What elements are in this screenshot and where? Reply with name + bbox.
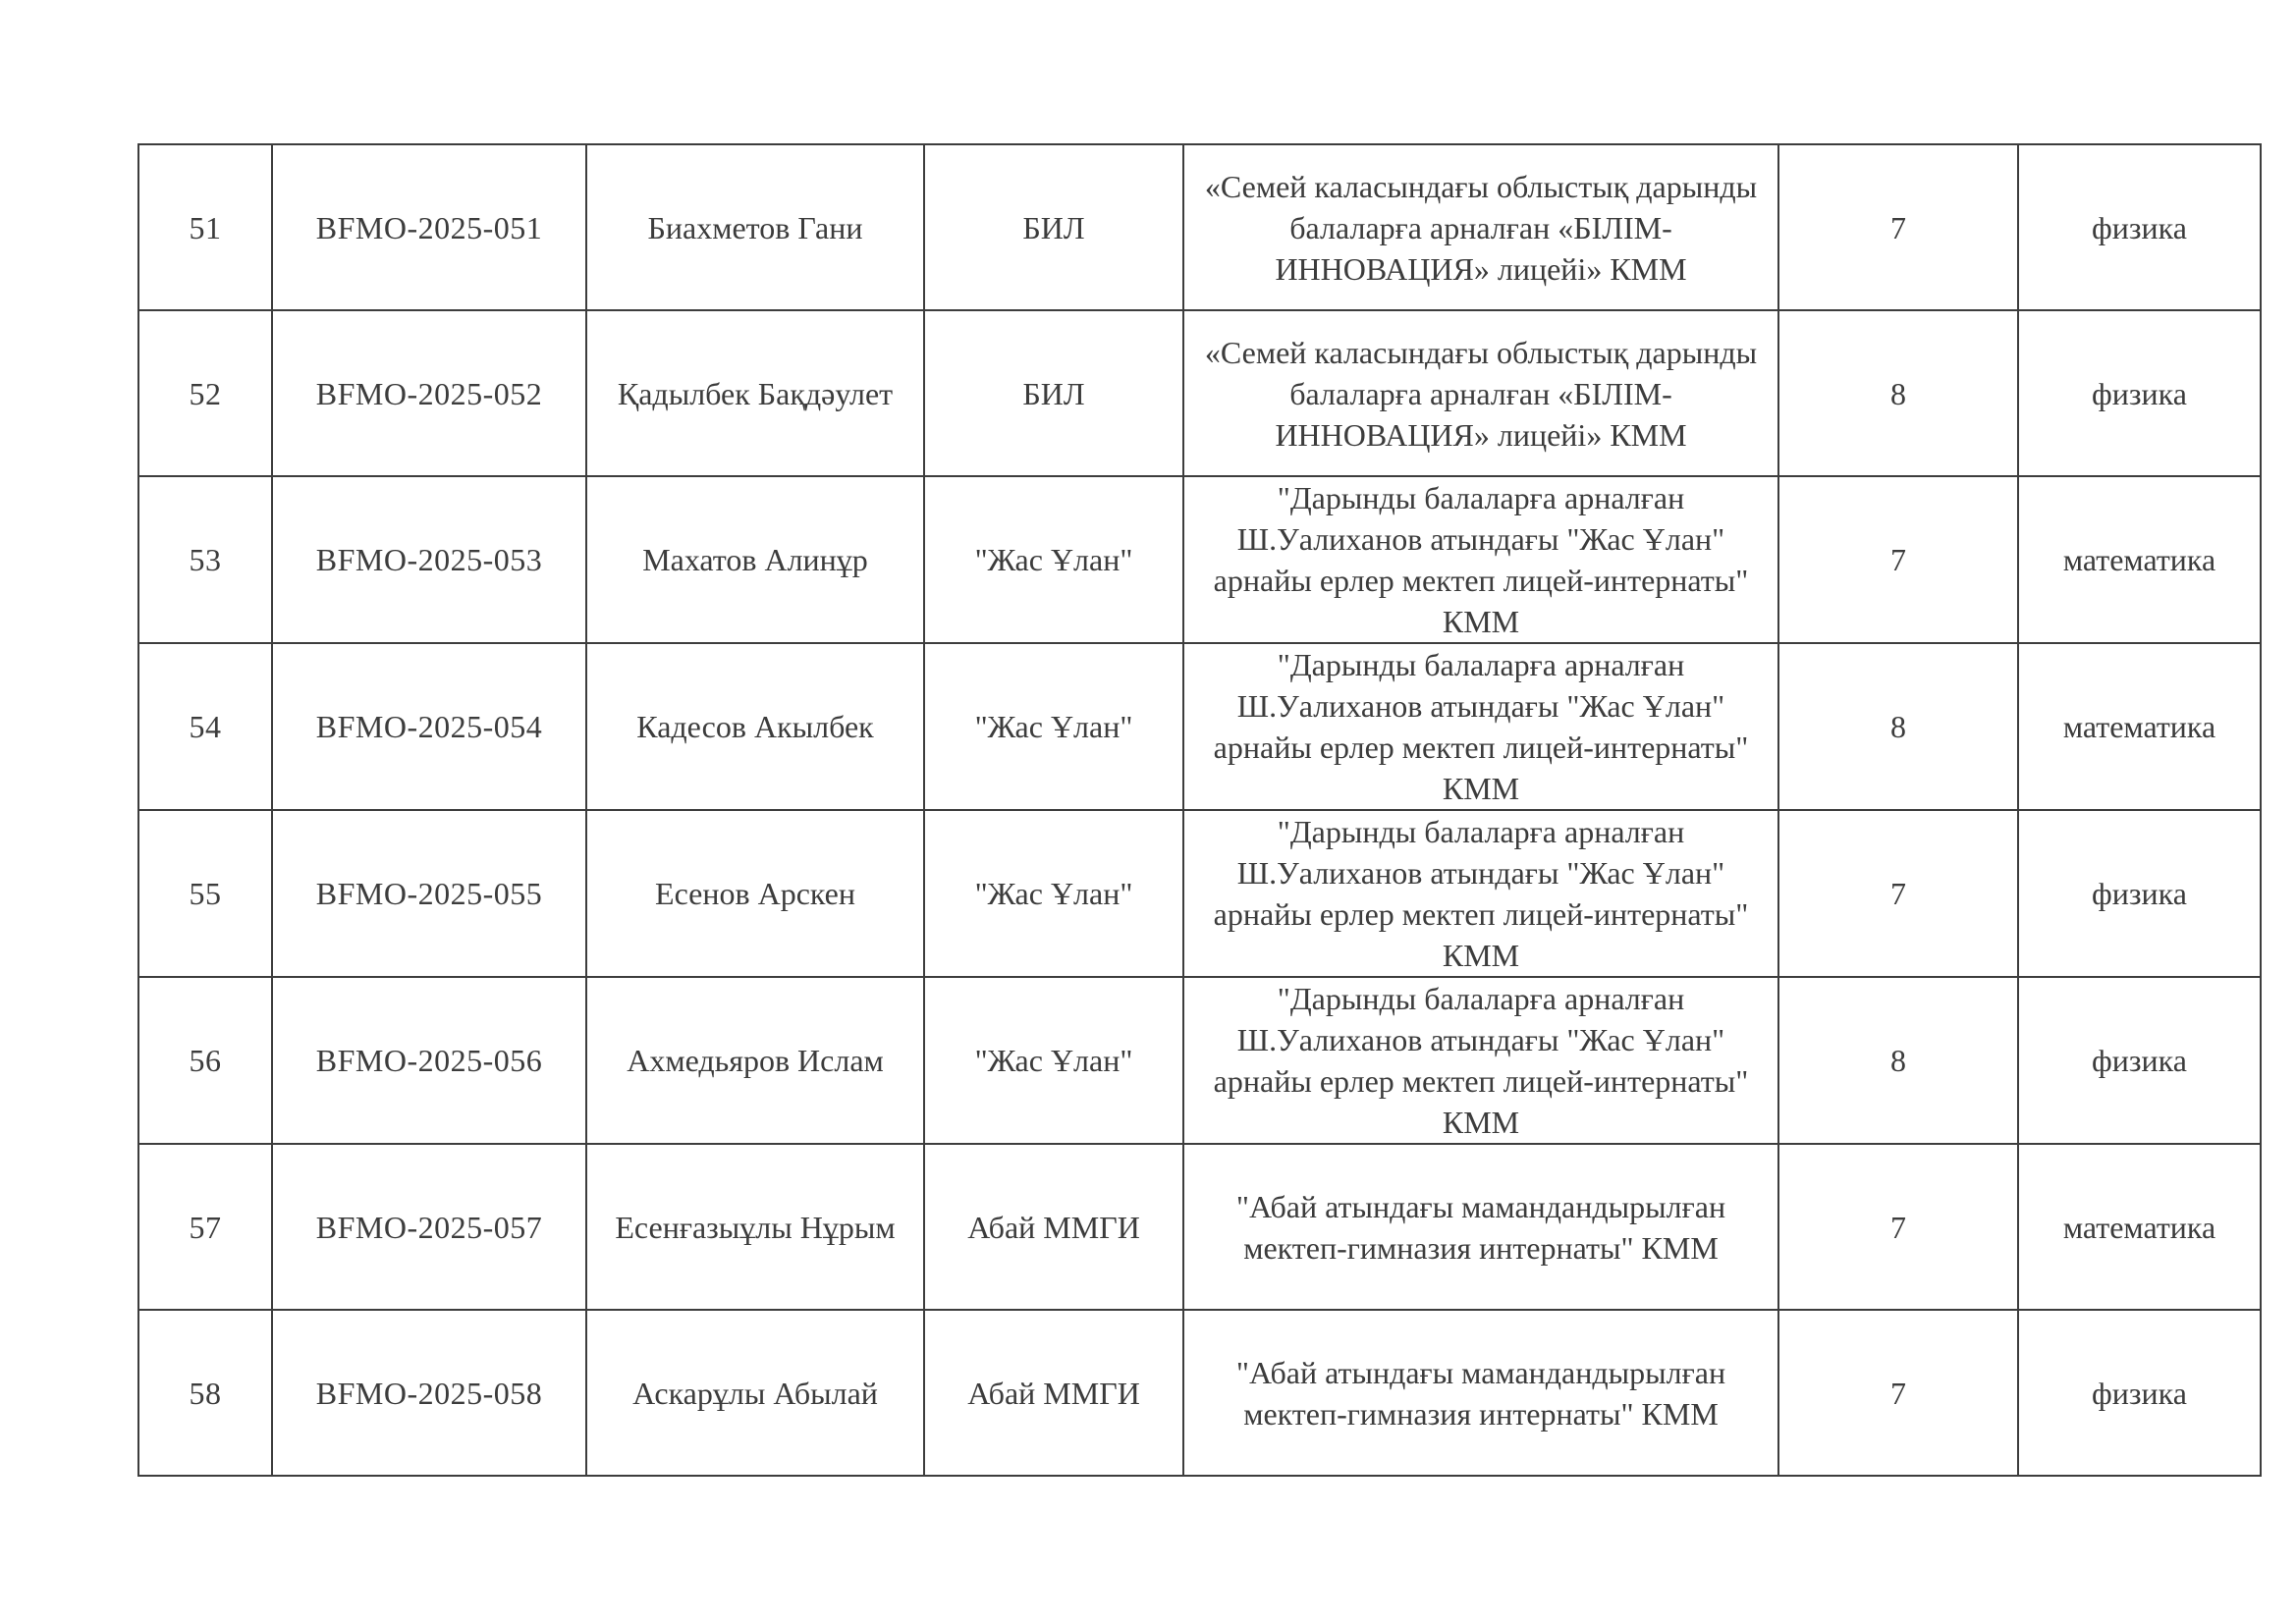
table-row: [138, 1144, 2261, 1310]
subject-cell: физика: [2018, 810, 2261, 977]
participant-name-cell: Қадылбек Бақдәулет: [586, 310, 924, 476]
table-row: [138, 643, 2261, 810]
grade-cell: 7: [1778, 810, 2018, 977]
row-number-cell: 57: [138, 1144, 272, 1310]
participant-name-cell: Махатов Алинұр: [586, 476, 924, 643]
participant-code-cell: BFMO-2025-051: [272, 144, 586, 310]
row-number-cell: 51: [138, 144, 272, 310]
subject-cell: математика: [2018, 476, 2261, 643]
row-number-cell: 52: [138, 310, 272, 476]
subject-cell: физика: [2018, 144, 2261, 310]
row-number-cell: 56: [138, 977, 272, 1144]
row-number-cell: 53: [138, 476, 272, 643]
participant-code-cell: BFMO-2025-052: [272, 310, 586, 476]
organization-cell: "Дарынды балаларға арналған Ш.Уалиханов атындағы "Жас Ұлан" арнайы ерлер мектеп лицей-интернаты" КММ: [1183, 643, 1778, 810]
table-row: [138, 144, 2261, 310]
participant-code-cell: BFMO-2025-053: [272, 476, 586, 643]
table-row: [138, 476, 2261, 643]
participant-code-cell: BFMO-2025-056: [272, 977, 586, 1144]
organization-cell: "Абай атындағы мамандандырылған мектеп-гимназия интернаты" КММ: [1183, 1144, 1778, 1310]
organization-cell: "Дарынды балаларға арналған Ш.Уалиханов атындағы "Жас Ұлан" арнайы ерлер мектеп лицей-интернаты" КММ: [1183, 476, 1778, 643]
participant-name-cell: Ахмедьяров Ислам: [586, 977, 924, 1144]
table-row: [138, 1310, 2261, 1476]
school-short-cell: "Жас Ұлан": [924, 977, 1183, 1144]
school-short-cell: БИЛ: [924, 144, 1183, 310]
participant-name-cell: Есенғазыұлы Нұрым: [586, 1144, 924, 1310]
participant-code-cell: BFMO-2025-057: [272, 1144, 586, 1310]
row-number-cell: 55: [138, 810, 272, 977]
grade-cell: 7: [1778, 1144, 2018, 1310]
subject-cell: физика: [2018, 977, 2261, 1144]
subject-cell: математика: [2018, 643, 2261, 810]
school-short-cell: Абай ММГИ: [924, 1310, 1183, 1476]
organization-cell: "Дарынды балаларға арналған Ш.Уалиханов атындағы "Жас Ұлан" арнайы ерлер мектеп лицей-интернаты" КММ: [1183, 977, 1778, 1144]
subject-cell: физика: [2018, 310, 2261, 476]
school-short-cell: "Жас Ұлан": [924, 643, 1183, 810]
grade-cell: 8: [1778, 310, 2018, 476]
row-number-cell: 54: [138, 643, 272, 810]
organization-cell: «Семей каласындағы облыстық дарынды балаларға арналған «БІЛІМ-ИННОВАЦИЯ» лицейі» КММ: [1183, 310, 1778, 476]
table-row: [138, 977, 2261, 1144]
participant-name-cell: Биахметов Гани: [586, 144, 924, 310]
participant-code-cell: BFMO-2025-055: [272, 810, 586, 977]
organization-cell: "Абай атындағы мамандандырылған мектеп-гимназия интернаты" КММ: [1183, 1310, 1778, 1476]
school-short-cell: "Жас Ұлан": [924, 476, 1183, 643]
participant-name-cell: Кадесов Акылбек: [586, 643, 924, 810]
row-number-cell: 58: [138, 1310, 272, 1476]
table-row: [138, 810, 2261, 977]
grade-cell: 8: [1778, 643, 2018, 810]
school-short-cell: БИЛ: [924, 310, 1183, 476]
participants-table: [137, 143, 2262, 1477]
subject-cell: физика: [2018, 1310, 2261, 1476]
organization-cell: «Семей каласындағы облыстық дарынды балаларға арналған «БІЛІМ-ИННОВАЦИЯ» лицейі» КММ: [1183, 144, 1778, 310]
organization-cell: "Дарынды балаларға арналған Ш.Уалиханов атындағы "Жас Ұлан" арнайы ерлер мектеп лицей-интернаты" КММ: [1183, 810, 1778, 977]
participant-name-cell: Аскарұлы Абылай: [586, 1310, 924, 1476]
subject-cell: математика: [2018, 1144, 2261, 1310]
participant-name-cell: Есенов Арскен: [586, 810, 924, 977]
grade-cell: 7: [1778, 144, 2018, 310]
grade-cell: 7: [1778, 476, 2018, 643]
grade-cell: 8: [1778, 977, 2018, 1144]
participant-code-cell: BFMO-2025-058: [272, 1310, 586, 1476]
school-short-cell: "Жас Ұлан": [924, 810, 1183, 977]
participant-code-cell: BFMO-2025-054: [272, 643, 586, 810]
table-row: [138, 310, 2261, 476]
school-short-cell: Абай ММГИ: [924, 1144, 1183, 1310]
grade-cell: 7: [1778, 1310, 2018, 1476]
